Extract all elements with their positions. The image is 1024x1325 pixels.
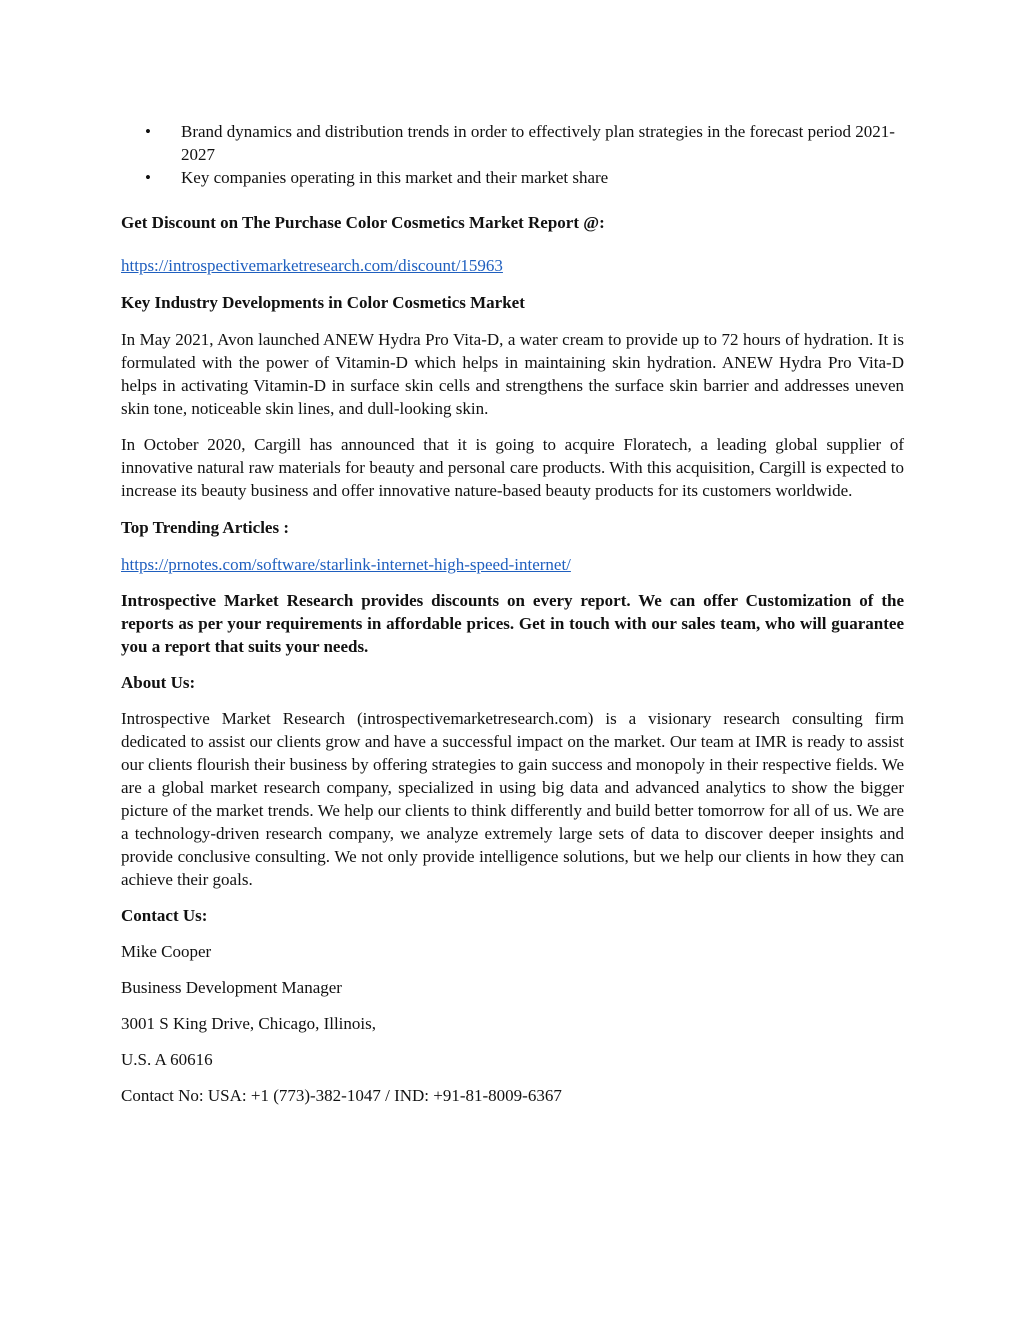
contact-address-line-2: U.S. A 60616 [121,1050,213,1069]
bullet-text: Brand dynamics and distribution trends in order to effectively plan strategies in the forecast period 2021-2027 [181,122,895,164]
promo-paragraph: Introspective Market Research provides discounts on every report. We can offer Customization of the reports as per your requirements in affordable prices. Get in touch with our sales team, who will guarantee you a report that suits your needs. [121,591,904,656]
bullet-item [121,166,904,189]
contact-title: Business Development Manager [121,978,342,997]
contact-address-line-1: 3001 S King Drive, Chicago, Illinois, [121,1014,376,1033]
feature-bullet-list [121,120,904,189]
about-heading: About Us: [121,673,196,692]
contact-name: Mike Cooper [121,942,212,961]
development-paragraph: In October 2020, Cargill has announced that it is going to acquire Floratech, a leading global supplier of innovative natural raw materials for beauty and personal care products. With this acquisition, Cargill is expected to increase its beauty business and offer innovative nature-based beauty products for its customers worldwide. [121,435,904,500]
contact-heading: Contact Us: [121,906,208,925]
bullet-text: Key companies operating in this market and their market share [181,168,609,187]
trending-link[interactable]: https://prnotes.com/software/starlink-internet-high-speed-internet/ [121,555,571,574]
bullet-dot-icon: • [145,168,151,187]
bullet-dot-icon: • [145,122,151,141]
trending-heading: Top Trending Articles : [121,518,289,537]
document-page [121,120,904,1107]
discount-heading: Get Discount on The Purchase Color Cosmetics Market Report @: [121,213,605,232]
development-paragraph: In May 2021, Avon launched ANEW Hydra Pro Vita-D, a water cream to provide up to 72 hours of hydration. It is formulated with the power of Vitamin-D which helps in maintaining skin hydration. ANEW Hydra Pro Vita-D helps in activating Vitamin-D in surface skin cells and strengthens the surface skin barrier and addresses uneven skin tone, noticeable skin lines, and dull-looking skin. [121,330,904,418]
about-paragraph: Introspective Market Research (introspectivemarketresearch.com) is a visionary research consulting firm dedicated to assist our clients grow and have a successful impact on the market. Our team at IMR is ready to assist our clients flourish their business by offering strategies to gain success and monopoly in their respective fields. We are a global market research company, specialized in using big data and advanced analytics to show the bigger picture of the market trends. We help our clients to think differently and build better tomorrow for all of us. We are a technology-driven research company, we analyze extremely large sets of data to discover deeper insights and provide conclusive consulting. We not only provide intelligence solutions, but we help our clients in how they can achieve their goals. [121,709,904,889]
discount-link[interactable]: https://introspectivemarketresearch.com/discount/15963 [121,256,503,275]
contact-phone: Contact No: USA: +1 (773)-382-1047 / IND: +91-81-8009-6367 [121,1086,562,1105]
bullet-item [121,120,904,166]
developments-heading: Key Industry Developments in Color Cosmetics Market [121,293,525,312]
